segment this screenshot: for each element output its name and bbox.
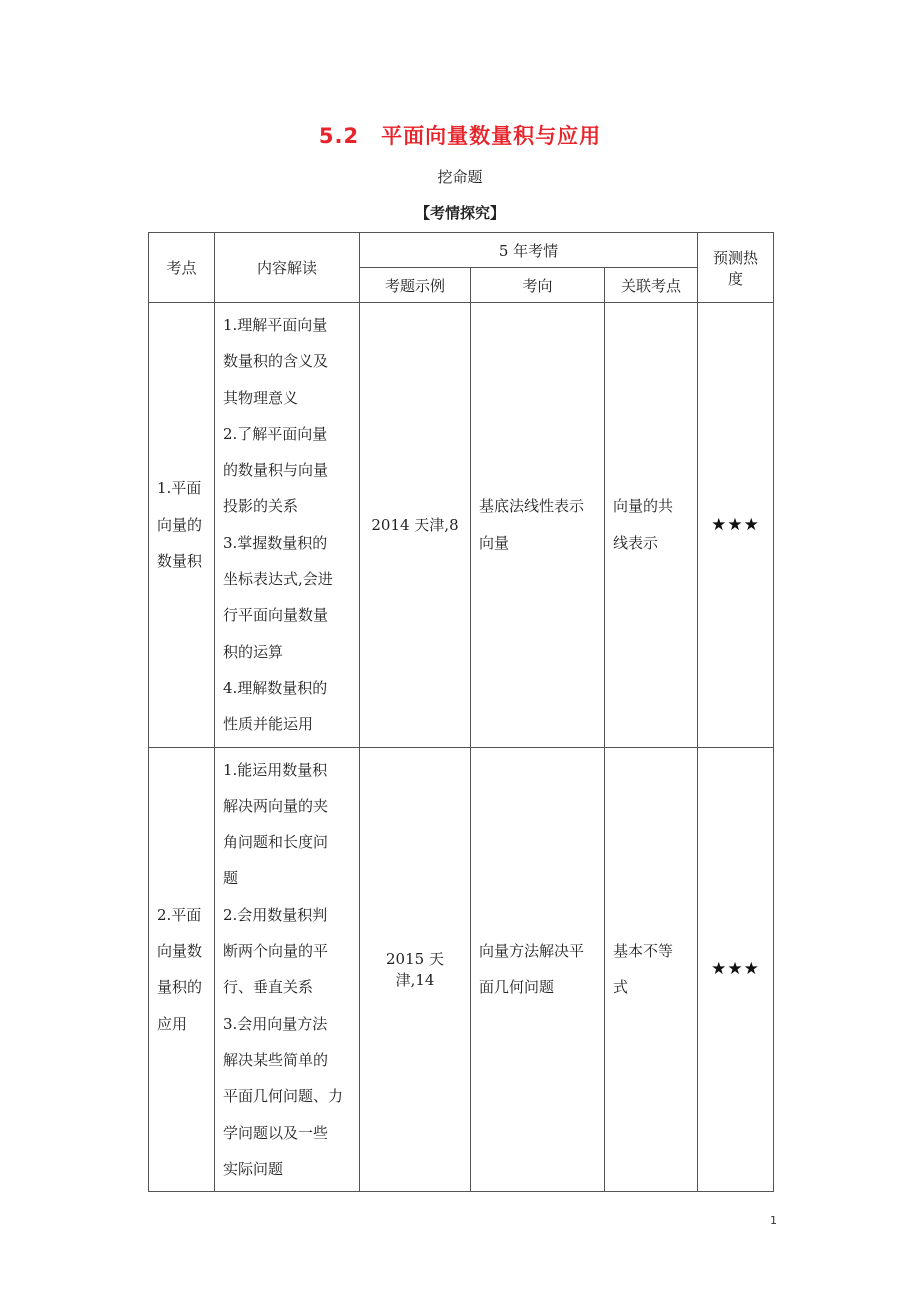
direction-cell: 基底法线性表示 向量 <box>471 303 605 748</box>
direction-cell: 向量方法解决平 面几何问题 <box>471 747 605 1192</box>
related-cell: 向量的共 线表示 <box>605 303 698 748</box>
header-example: 考题示例 <box>360 268 471 303</box>
content-cell: 1.能运用数量积 解决两向量的夹 角问题和长度问 题 2.会用数量积判 断两个向量的平 行、垂直关系 3.会用向量方法 解决某些简单的 平面几何问题、力 学问题以及一些 实际问题 <box>215 747 360 1192</box>
subtitle: 挖命题 <box>437 168 483 186</box>
kaodian-cell: 2.平面 向量数 量积的 应用 <box>149 747 215 1192</box>
page-number: 1 <box>770 1214 777 1227</box>
header-five-years: 5 年考情 <box>360 233 698 268</box>
table-row <box>149 747 774 1192</box>
content-cell: 1.理解平面向量 数量积的含义及 其物理意义 2.了解平面向量 的数量积与向量 投影的关系 3.掌握数量积的 坐标表达式,会进 行平面向量数量 积的运算 4.理解数量积的 性质并能运用 <box>215 303 360 748</box>
section-heading: 【考情探究】 <box>414 204 505 222</box>
example-cell: 2014 天津,8 <box>360 303 471 748</box>
header-content: 内容解读 <box>215 233 360 303</box>
header-related: 关联考点 <box>605 268 698 303</box>
header-heat: 预测热度 <box>698 233 774 303</box>
header-kaodian: 考点 <box>149 233 215 303</box>
kaodian-cell: 1.平面 向量的 数量积 <box>149 303 215 748</box>
example-cell: 2015 天津,14 <box>360 747 471 1192</box>
section-number: 5.2 <box>318 124 360 148</box>
heat-stars: ★★★ <box>698 303 774 748</box>
page-title <box>0 120 920 150</box>
related-cell: 基本不等 式 <box>605 747 698 1192</box>
header-direction: 考向 <box>471 268 605 303</box>
exam-analysis-table <box>148 232 774 1192</box>
title-text: 平面向量数量积与应用 <box>381 124 602 148</box>
table-row <box>149 303 774 748</box>
heat-stars: ★★★ <box>698 747 774 1192</box>
